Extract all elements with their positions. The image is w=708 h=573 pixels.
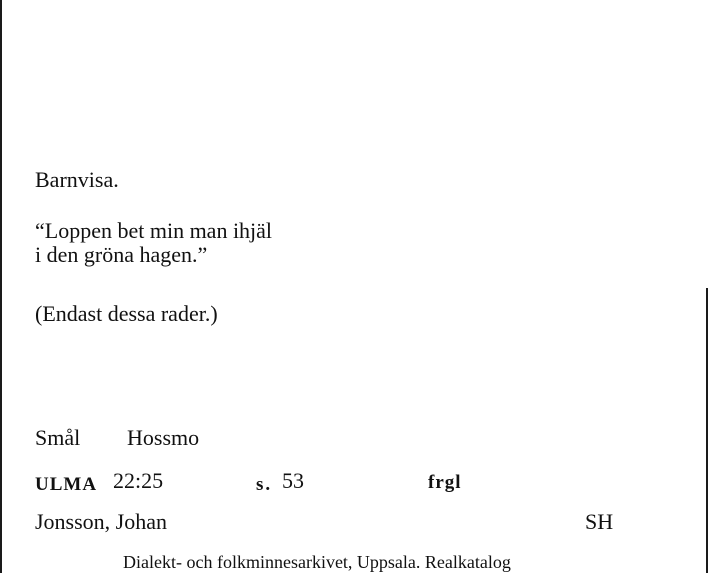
verse-line-1: “Loppen bet min man ihjäl bbox=[35, 218, 273, 243]
parish-label: Hossmo bbox=[127, 425, 200, 450]
verse-line-2: i den gröna hagen.” bbox=[35, 242, 208, 267]
card-heading: Barnvisa. bbox=[35, 167, 119, 192]
card-footer: Dialekt- och folkminnesarkivet, Uppsala. Realkatalog bbox=[123, 552, 511, 572]
page-prefix: s. bbox=[256, 474, 273, 495]
recorder-name: Jonsson, Johan bbox=[35, 509, 168, 534]
category-code: frgl bbox=[428, 472, 462, 493]
card-left-edge bbox=[0, 0, 2, 573]
province-label: Smål bbox=[35, 425, 81, 450]
archive-code: ULMA bbox=[35, 474, 98, 495]
page-number: 53 bbox=[282, 468, 304, 493]
recorder-initials: SH bbox=[585, 509, 614, 534]
card-note: (Endast dessa rader.) bbox=[35, 301, 218, 326]
record-number: 22:25 bbox=[113, 468, 164, 493]
